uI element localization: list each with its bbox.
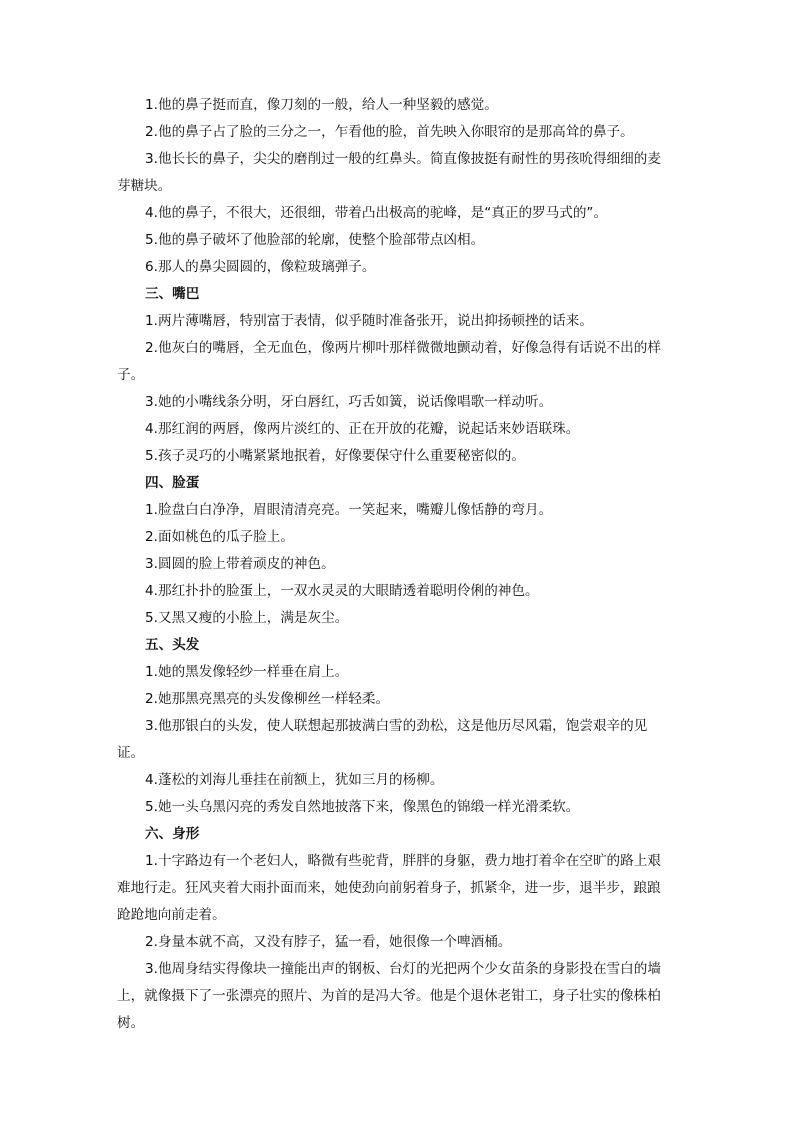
paragraph: 3.他那银白的头发，使人联想起那披满白雪的劲松，这是他历尽风霜，饱尝艰辛的见证。 (117, 718, 648, 761)
section-heading-mouth: 三、嘴巴 (145, 286, 200, 302)
paragraph: 1.脸盘白白净净，眉眼清清亮亮。一笑起来，嘴瓣儿像恬静的弯月。 (145, 502, 553, 518)
paragraph: 1.他的鼻子挺而直，像刀刻的一般，给人一种坚毅的感觉。 (145, 97, 498, 113)
paragraph: 2.她那黑亮黑亮的头发像柳丝一样轻柔。 (145, 691, 390, 707)
paragraph: 2.身量本就不高，又没有脖子，猛一看，她很像一个啤酒桶。 (145, 934, 512, 950)
paragraph: 3.圆圆的脸上带着顽皮的神色。 (145, 556, 335, 572)
paragraph: 1.她的黑发像轻纱一样垂在肩上。 (145, 664, 349, 680)
paragraph: 3.他长长的鼻子，尖尖的磨削过一般的红鼻头。简直像披挺有耐性的男孩吮得细细的麦芽糖块。 (117, 151, 661, 194)
paragraph: 3.她的小嘴线条分明，牙白唇红，巧舌如簧，说话像唱歌一样动听。 (145, 394, 553, 410)
section-heading-hair: 五、头发 (145, 637, 200, 653)
paragraph: 4.那红扑扑的脸蛋上，一双水灵灵的大眼睛透着聪明伶俐的神色。 (145, 583, 539, 599)
document-body (117, 92, 673, 1037)
paragraph: 1.十字路边有一个老妇人，略微有些驼背，胖胖的身躯，费力地打着伞在空旷的路上艰难地行走。狂风夹着大雨扑面而来，她使劲向前躬着身子，抓紧伞，进一步，退半步，踉踉跄跄地向前走着。 (117, 853, 661, 923)
paragraph: 6.那人的鼻尖圆圆的，像粒玻璃弹子。 (145, 259, 376, 275)
paragraph: 2.面如桃色的瓜子脸上。 (145, 529, 294, 545)
section-heading-face: 四、脸蛋 (145, 475, 200, 491)
paragraph: 1.两片薄嘴唇，特别富于表情，似乎随时准备张开，说出抑扬顿挫的话来。 (145, 313, 593, 329)
paragraph: 4.他的鼻子，不很大，还很细，带着凸出极高的驼峰，是“真正的罗马式的”。 (145, 205, 608, 221)
paragraph: 5.她一头乌黑闪亮的秀发自然地披落下来，像黑色的锦缎一样光滑柔软。 (145, 799, 580, 815)
paragraph: 4.蓬松的刘海儿垂挂在前额上，犹如三月的杨柳。 (145, 772, 444, 788)
paragraph: 5.孩子灵巧的小嘴紧紧地抿着，好像要保守什么重要秘密似的。 (145, 448, 525, 464)
section-heading-figure: 六、身形 (145, 826, 200, 842)
paragraph: 2.他灰白的嘴唇，全无血色，像两片柳叶那样微微地颤动着，好像急得有话说不出的样子。 (117, 340, 661, 383)
paragraph: 4.那红润的两唇，像两片淡红的、正在开放的花瓣，说起话来妙语联珠。 (145, 421, 580, 437)
paragraph: 2.他的鼻子占了脸的三分之一，乍看他的脸，首先映入你眼帘的是那高耸的鼻子。 (145, 124, 634, 140)
paragraph: 5.又黑又瘦的小脸上，满是灰尘。 (145, 610, 349, 626)
paragraph: 5.他的鼻子破坏了他脸部的轮廓，使整个脸部带点凶相。 (145, 232, 485, 248)
paragraph: 3.他周身结实得像块一撞能出声的钢板、台灯的光把两个少女苗条的身影投在雪白的墙上，就像摄下了一张漂亮的照片、为首的是冯大爷。他是个退休老钳工，身子壮实的像株柏树。 (117, 961, 661, 1031)
